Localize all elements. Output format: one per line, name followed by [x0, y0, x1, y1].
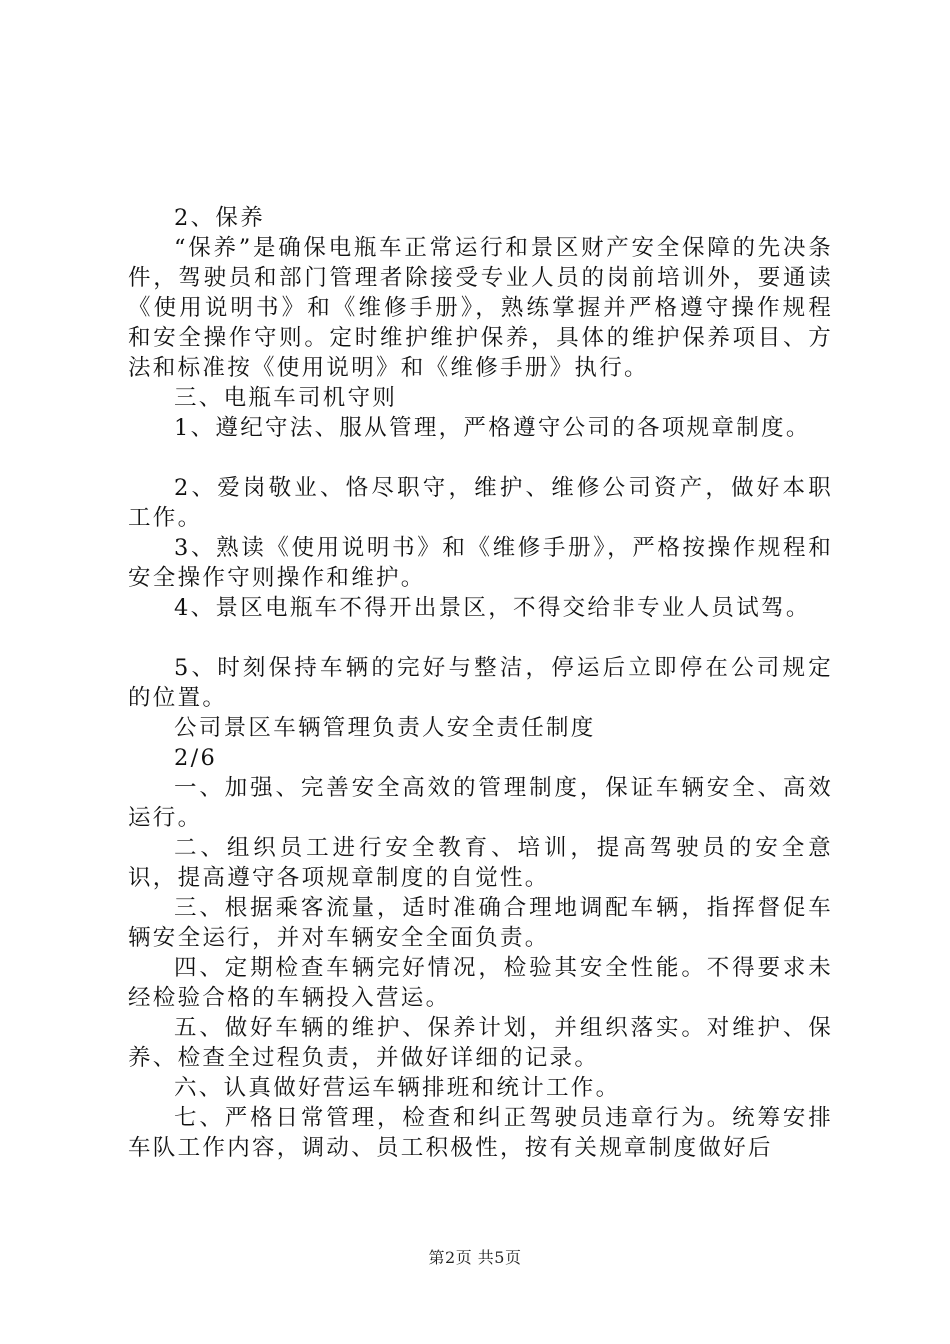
- responsibility-item-2: 二、组织员工进行安全教育、培训，提高驾驶员的安全意识，提高遵守各项规章制度的自觉性。: [128, 835, 833, 891]
- responsibility-item-6: 六、认真做好营运车辆排班和统计工作。: [174, 1075, 621, 1101]
- rule-item-2: 2、爱岗敬业、恪尽职守，维护、维修公司资产，做好本职工作。: [128, 475, 833, 531]
- responsibility-item-7: 七、严格日常管理，检查和纠正驾驶员违章行为。统筹安排车队工作内容，调动、员工积极性，按有关规章制度做好后: [128, 1105, 833, 1161]
- page-footer: 第2页 共5页: [428, 1248, 522, 1267]
- responsibility-item-1: 一、加强、完善安全高效的管理制度，保证车辆安全、高效运行。: [128, 775, 833, 831]
- rule-item-5: 5、时刻保持车辆的完好与整洁，停运后立即停在公司规定的位置。: [128, 655, 833, 711]
- rule-item-3: 3、熟读《使用说明书》和《维修手册》，严格按操作规程和安全操作守则操作和维护。: [128, 535, 833, 591]
- rule-item-1: 1、遵纪守法、服从管理，严格遵守公司的各项规章制度。: [174, 415, 811, 441]
- section-heading-safety-responsibility: 公司景区车辆管理负责人安全责任制度: [174, 715, 596, 741]
- responsibility-item-3: 三、根据乘客流量，适时准确合理地调配车辆，指挥督促车辆安全运行，并对车辆安全全面负责。: [128, 895, 833, 951]
- section-heading-driver-rules: 三、电瓶车司机守则: [174, 385, 398, 411]
- responsibility-item-5: 五、做好车辆的维护、保养计划，并组织落实。对维护、保养、检查全过程负责，并做好详细的记录。: [128, 1015, 833, 1071]
- inline-page-marker: 2/6: [174, 745, 218, 771]
- rule-item-4: 4、景区电瓶车不得开出景区，不得交给非专业人员试驾。: [174, 595, 811, 621]
- responsibility-item-4: 四、定期检查车辆完好情况，检验其安全性能。不得要求未经检验合格的车辆投入营运。: [128, 955, 833, 1011]
- paragraph-maintenance: “保养”是确保电瓶车正常运行和景区财产安全保障的先决条件，驾驶员和部门管理者除接受专业人员的岗前培训外，要通读《使用说明书》和《维修手册》，熟练掌握并严格遵守操作规程和安全操作守则。定时维护维护保养，具体的维护保养项目、方法和标准按《使用说明》和《维修手册》执行。: [128, 235, 833, 381]
- section-heading-maintenance: 2、保养: [174, 205, 266, 231]
- document-body: [128, 203, 833, 1163]
